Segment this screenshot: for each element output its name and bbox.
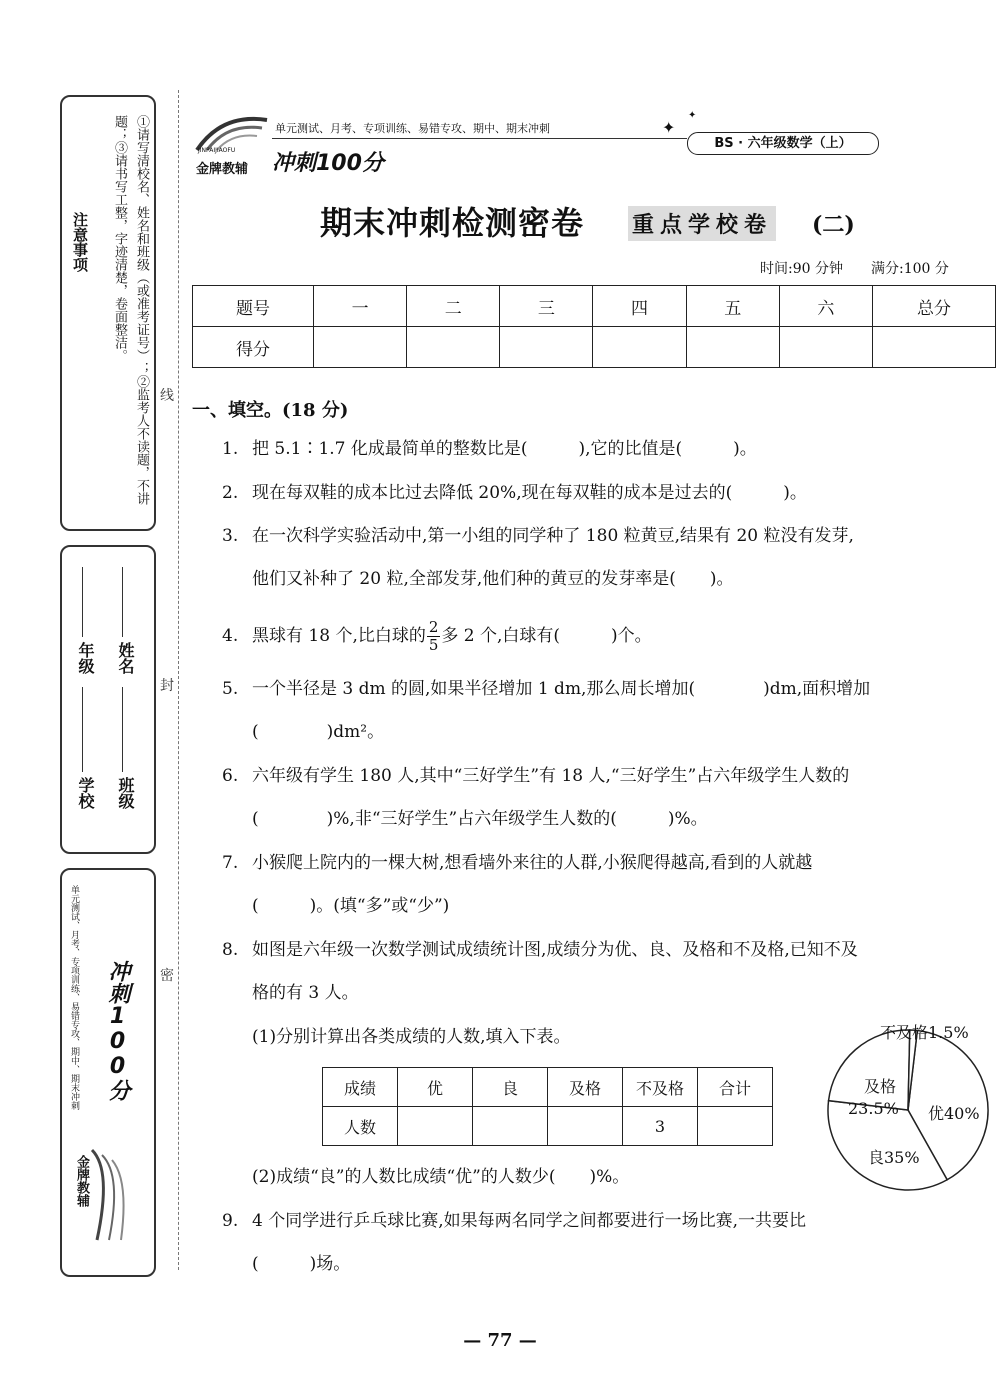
question-9 (222, 1209, 806, 1233)
question-5-cont: ( )dm²。 (252, 722, 385, 742)
question-8-sub2: (2)成绩“良”的人数比成绩“优”的人数少( )%。 (252, 1167, 630, 1187)
score-cell[interactable] (686, 327, 779, 368)
score-table (192, 285, 996, 368)
question-text: 黑球有 18 个,比白球的 (252, 626, 426, 646)
table-header: 四 (593, 286, 686, 327)
score-pie-chart (820, 1018, 998, 1198)
field-class: 班级 (116, 777, 135, 809)
question-4 (222, 619, 652, 654)
fraction-numerator: 2 (428, 618, 439, 636)
field-name: 姓名 (116, 642, 135, 674)
question-number: 7. (222, 853, 239, 873)
table-row (193, 327, 996, 368)
header-brand: 冲刺100分 (272, 151, 384, 176)
grade-badge: BS · 六年级数学（上） (687, 132, 879, 155)
cut-word-line: 线 (160, 388, 174, 404)
pie-label-good: 良35% (868, 1148, 920, 1167)
question-5 (222, 677, 870, 701)
field-line (82, 687, 83, 772)
cut-word-secret: 密 (160, 968, 174, 984)
score-cell[interactable] (407, 327, 500, 368)
question-3-cont: 他们又补种了 20 粒,全部发芽,他们种的黄豆的发芽率是( )。 (252, 569, 734, 589)
question-number: 5. (222, 679, 239, 699)
table-header: 及格 (548, 1068, 623, 1107)
table-header: 合计 (698, 1068, 773, 1107)
notice-line-2: ②监考人不读题，不讲题； (112, 115, 149, 505)
question-6 (222, 764, 849, 788)
question-number: 8. (222, 940, 239, 960)
count-cell[interactable] (548, 1107, 623, 1146)
question-text: 小猴爬上院内的一棵大树,想看墙外来往的人群,小猴爬得越高,看到的人就越 (252, 853, 813, 873)
question-9-cont: ( )场。 (252, 1254, 351, 1274)
table-header: 一 (314, 286, 407, 327)
brand-name-vertical: 冲刺100分 (105, 960, 130, 1101)
row-label: 得分 (193, 327, 314, 368)
seal-dashed-line (178, 90, 179, 1270)
pie-label-pass-2: 23.5% (848, 1099, 899, 1118)
header-rule (272, 138, 687, 139)
question-7 (222, 851, 812, 875)
fraction-denominator: 5 (428, 636, 439, 654)
score-cell[interactable] (779, 327, 872, 368)
question-number: 9. (222, 1211, 239, 1231)
question-number: 1. (222, 439, 239, 459)
table-header: 六 (779, 286, 872, 327)
publisher-pinyin: JINPAIJIAOFU (198, 147, 236, 154)
table-header: 良 (473, 1068, 548, 1107)
exam-info: 时间:90 分钟 满分:100 分 (760, 261, 949, 277)
question-7-cont: ( )。(填“多”或“少”) (252, 896, 450, 916)
notice-text (62, 115, 152, 515)
question-6-cont: ( )%,非“三好学生”占六年级学生人数的( )%。 (252, 809, 708, 829)
field-line (122, 687, 123, 772)
table-row (193, 286, 996, 327)
notice-title: 注意事项 (71, 212, 89, 272)
pie-label-pass-1: 及格 (864, 1077, 897, 1096)
notice-line-1: ①请写清校名、姓名和班级（或准考证号）； (134, 115, 149, 375)
section-title: 一、填空。(18 分) (192, 400, 349, 421)
question-2 (222, 481, 807, 505)
brand-publisher-vertical: 金牌教辅 (74, 1155, 89, 1207)
table-header: 题号 (193, 286, 314, 327)
pie-label-excellent: 优40% (928, 1104, 980, 1123)
header-slogan: 单元测试、月考、专项训练、易错专攻、期中、期末冲刺 (275, 122, 550, 135)
score-cell[interactable] (873, 327, 996, 368)
brand-slogan-vertical: 单元测试、月考、专项训练、易错专攻、期中、期末冲刺 (69, 885, 79, 1110)
book-logo-icon (87, 1140, 132, 1250)
field-school: 学校 (76, 777, 95, 809)
question-8 (222, 938, 858, 962)
cut-word-seal: 封 (160, 678, 174, 694)
question-1 (222, 437, 757, 461)
question-3 (222, 524, 854, 548)
title-tag: 重点学校卷 (628, 206, 776, 241)
table-header: 二 (407, 286, 500, 327)
question-text: 把 5.1∶1.7 化成最简单的整数比是( ),它的比值是( )。 (252, 439, 757, 459)
question-number: 6. (222, 766, 239, 786)
table-header: 优 (398, 1068, 473, 1107)
fraction (427, 619, 441, 654)
table-header: 三 (500, 286, 593, 327)
field-line (82, 567, 83, 637)
table-header: 总分 (873, 286, 996, 327)
table-header: 不及格 (623, 1068, 698, 1107)
count-cell: 3 (623, 1107, 698, 1146)
question-text: 现在每双鞋的成本比过去降低 20%,现在每双鞋的成本是过去的( )。 (252, 483, 807, 503)
title-number: (二) (812, 212, 855, 238)
question-number: 2. (222, 483, 239, 503)
sparkle-icon: ✦ (662, 118, 676, 137)
question-text: 一个半径是 3 dm 的圆,如果半径增加 1 dm,那么周长增加( )dm,面积增加 (252, 679, 871, 699)
question-text: 如图是六年级一次数学测试成绩统计图,成绩分为优、良、及格和不及格,已知不及 (252, 940, 858, 960)
count-cell[interactable] (698, 1107, 773, 1146)
question-8-sub1: (1)分别计算出各类成绩的人数,填入下表。 (252, 1027, 571, 1047)
pie-slice-pass (829, 1030, 910, 1110)
table-row (323, 1068, 773, 1107)
question-number: 4. (222, 626, 239, 646)
page-number: — 77 — (463, 1330, 537, 1351)
publisher-name: 金牌教辅 (196, 162, 249, 177)
brand-box (60, 868, 156, 1277)
question-8-cont: 格的有 3 人。 (252, 983, 359, 1003)
table-header: 成绩 (323, 1068, 398, 1107)
notice-line-3: ③请书写工整，字迹清楚，卷面整洁。 (112, 141, 127, 362)
pie-label-fail: 不及格1.5% (880, 1023, 969, 1042)
question-text: 六年级有学生 180 人,其中“三好学生”有 18 人,“三好学生”占六年级学生人数的 (252, 766, 850, 786)
table-header: 五 (686, 286, 779, 327)
notice-box (60, 95, 156, 531)
question-text: 在一次科学实验活动中,第一小组的同学种了 180 粒黄豆,结果有 20 粒没有发芽, (252, 526, 854, 546)
count-cell[interactable] (473, 1107, 548, 1146)
score-cell[interactable] (314, 327, 407, 368)
sparkle-icon: ✦ (688, 110, 697, 121)
count-cell[interactable] (398, 1107, 473, 1146)
question-text: 4 个同学进行乒乓球比赛,如果每两名同学之间都要进行一场比赛,一共要比 (252, 1211, 807, 1231)
student-info-box (60, 545, 156, 854)
score-cell[interactable] (500, 327, 593, 368)
field-grade: 年级 (76, 642, 95, 674)
question-text: 多 2 个,白球有( )个。 (441, 626, 652, 646)
table-row (323, 1107, 773, 1146)
question-number: 3. (222, 526, 239, 546)
field-line (122, 567, 123, 637)
grade-table (322, 1067, 773, 1146)
page-title: 期末冲刺检测密卷 (320, 204, 585, 242)
row-label: 人数 (323, 1107, 398, 1146)
score-cell[interactable] (593, 327, 686, 368)
